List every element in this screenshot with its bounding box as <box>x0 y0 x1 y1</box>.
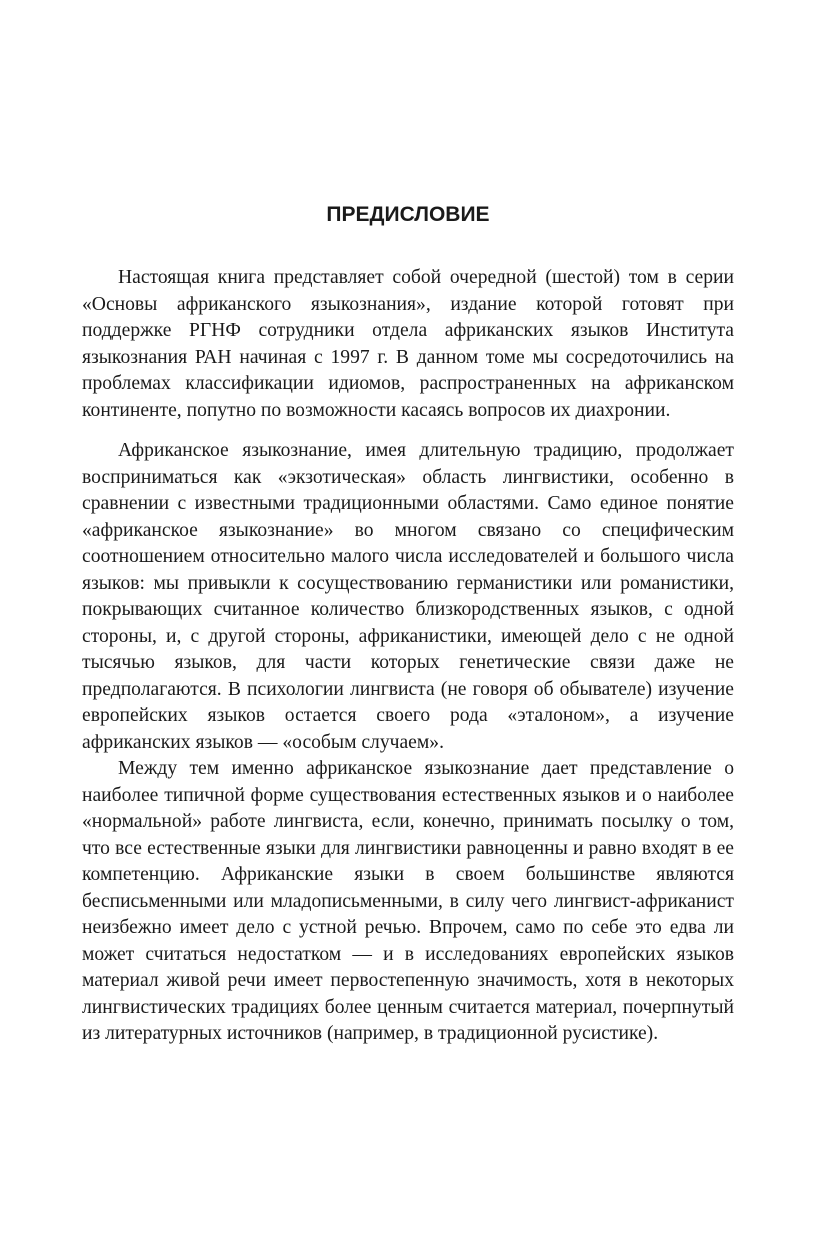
preface-body <box>82 265 734 1048</box>
paragraph-1: Настоящая книга представляет собой очередной (шестой) том в серии «Основы африканского языкознания», издание которой готовят при поддержке РГНФ сотрудники отдела африканских языков Института языкознания РАН начиная с 1997 г. В данном томе мы сосредоточились на проблемах классификации идиомов, распространенных на африканском континенте, попутно по возможности касаясь вопросов их диахронии. <box>82 267 734 421</box>
paragraph-2: Африканское языкознание, имея длительную традицию, продолжает восприниматься как «экзотическая» область лингвистики, особенно в сравнении с известными традиционными областями. Само единое понятие «африканское языкознание» во многом связано со специфическим соотношением относительно малого числа исследователей и большого числа языков: мы привыкли к сосуществованию германистики или романистики, покрывающих считанное количество близкородственных языков, с одной стороны, и, с другой стороны, африканистики, имеющей дело с не одной тысячью языков, для части которых генетические связи даже не предполагаются. В психологии лингвиста (не говоря об обывателе) изучение европейских языков остается своего рода «эталоном», а изучение африканских языков — «особым случаем». <box>82 440 734 753</box>
page-title: ПРЕДИСЛОВИЕ <box>326 203 490 226</box>
paragraph-3: Между тем именно африканское языкознание дает представление о наиболее типичной форме существования естественных языков и о наиболее «нормальной» работе лингвиста, если, конечно, принимать посылку о том, что все естественные языки для лингвистики равноценны и равно входят в ее компетенцию. Африканские языки в своем большинстве являются бесписьменными или младописьменными, в силу чего лингвист-африканист неизбежно имеет дело с устной речью. Впрочем, само по себе это едва ли может считаться недостатком — и в исследованиях европейских языков материал живой речи имеет первостепенную значимость, хотя в некоторых лингвистических традициях более ценным считается материал, почерпнутый из литературных источников (например, в традиционной русистике). <box>82 758 734 1044</box>
